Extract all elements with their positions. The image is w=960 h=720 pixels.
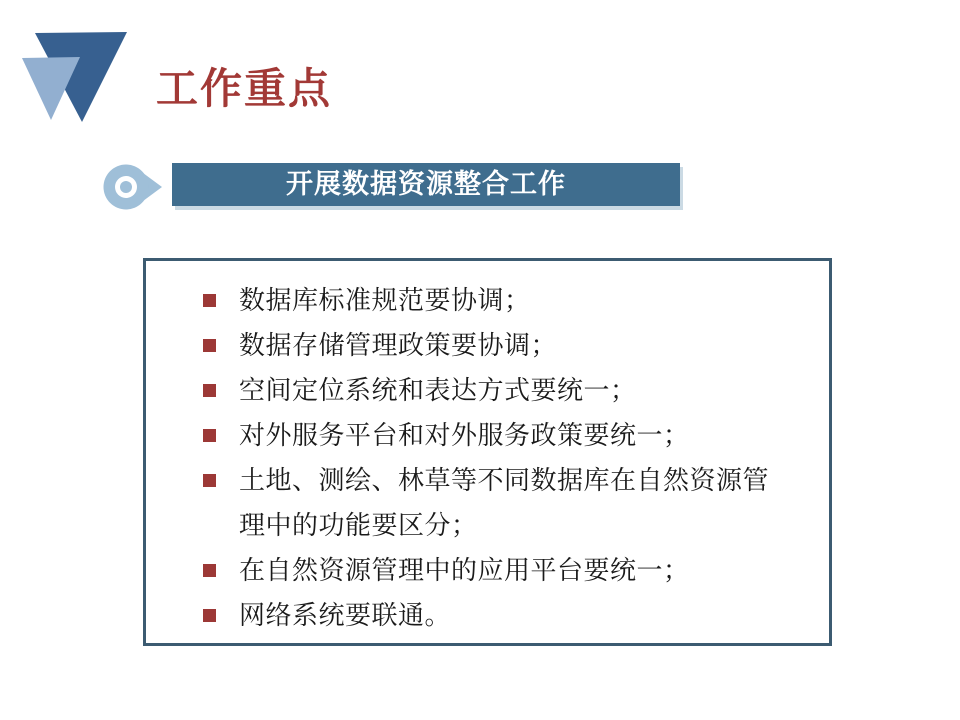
square-bullet-icon (203, 564, 216, 577)
content-box (143, 258, 832, 646)
square-bullet-icon (203, 474, 216, 487)
section-banner: 开展数据资源整合工作 (172, 163, 680, 206)
list-item (203, 548, 809, 593)
list-item (203, 323, 809, 368)
square-bullet-icon (203, 384, 216, 397)
list-item (203, 368, 809, 413)
square-bullet-icon (203, 294, 216, 307)
list-item-text: 空间定位系统和表达方式要统一； (239, 375, 637, 405)
circle-pointer-icon (103, 163, 163, 211)
square-bullet-icon (203, 339, 216, 352)
square-bullet-icon (203, 609, 216, 622)
list-item-text: 对外服务平台和对外服务政策要统一； (239, 420, 690, 450)
list-item-text: 在自然资源管理中的应用平台要统一； (239, 555, 690, 585)
list-item (203, 458, 809, 548)
bullet-list (203, 278, 809, 638)
list-item-text: 数据库标准规范要协调； (239, 285, 531, 315)
list-item (203, 413, 809, 458)
list-item-text: 网络系统要联通。 (239, 600, 452, 630)
list-item (203, 278, 809, 323)
list-item-text: 土地、测绘、林草等不同数据库在自然资源管理中的功能要区分； (239, 465, 770, 540)
square-bullet-icon (203, 429, 216, 442)
overlapping-triangles-icon (0, 0, 140, 135)
page-title: 工作重点 (156, 65, 333, 112)
list-item-text: 数据存储管理政策要协调； (239, 330, 558, 360)
list-item (203, 593, 809, 638)
